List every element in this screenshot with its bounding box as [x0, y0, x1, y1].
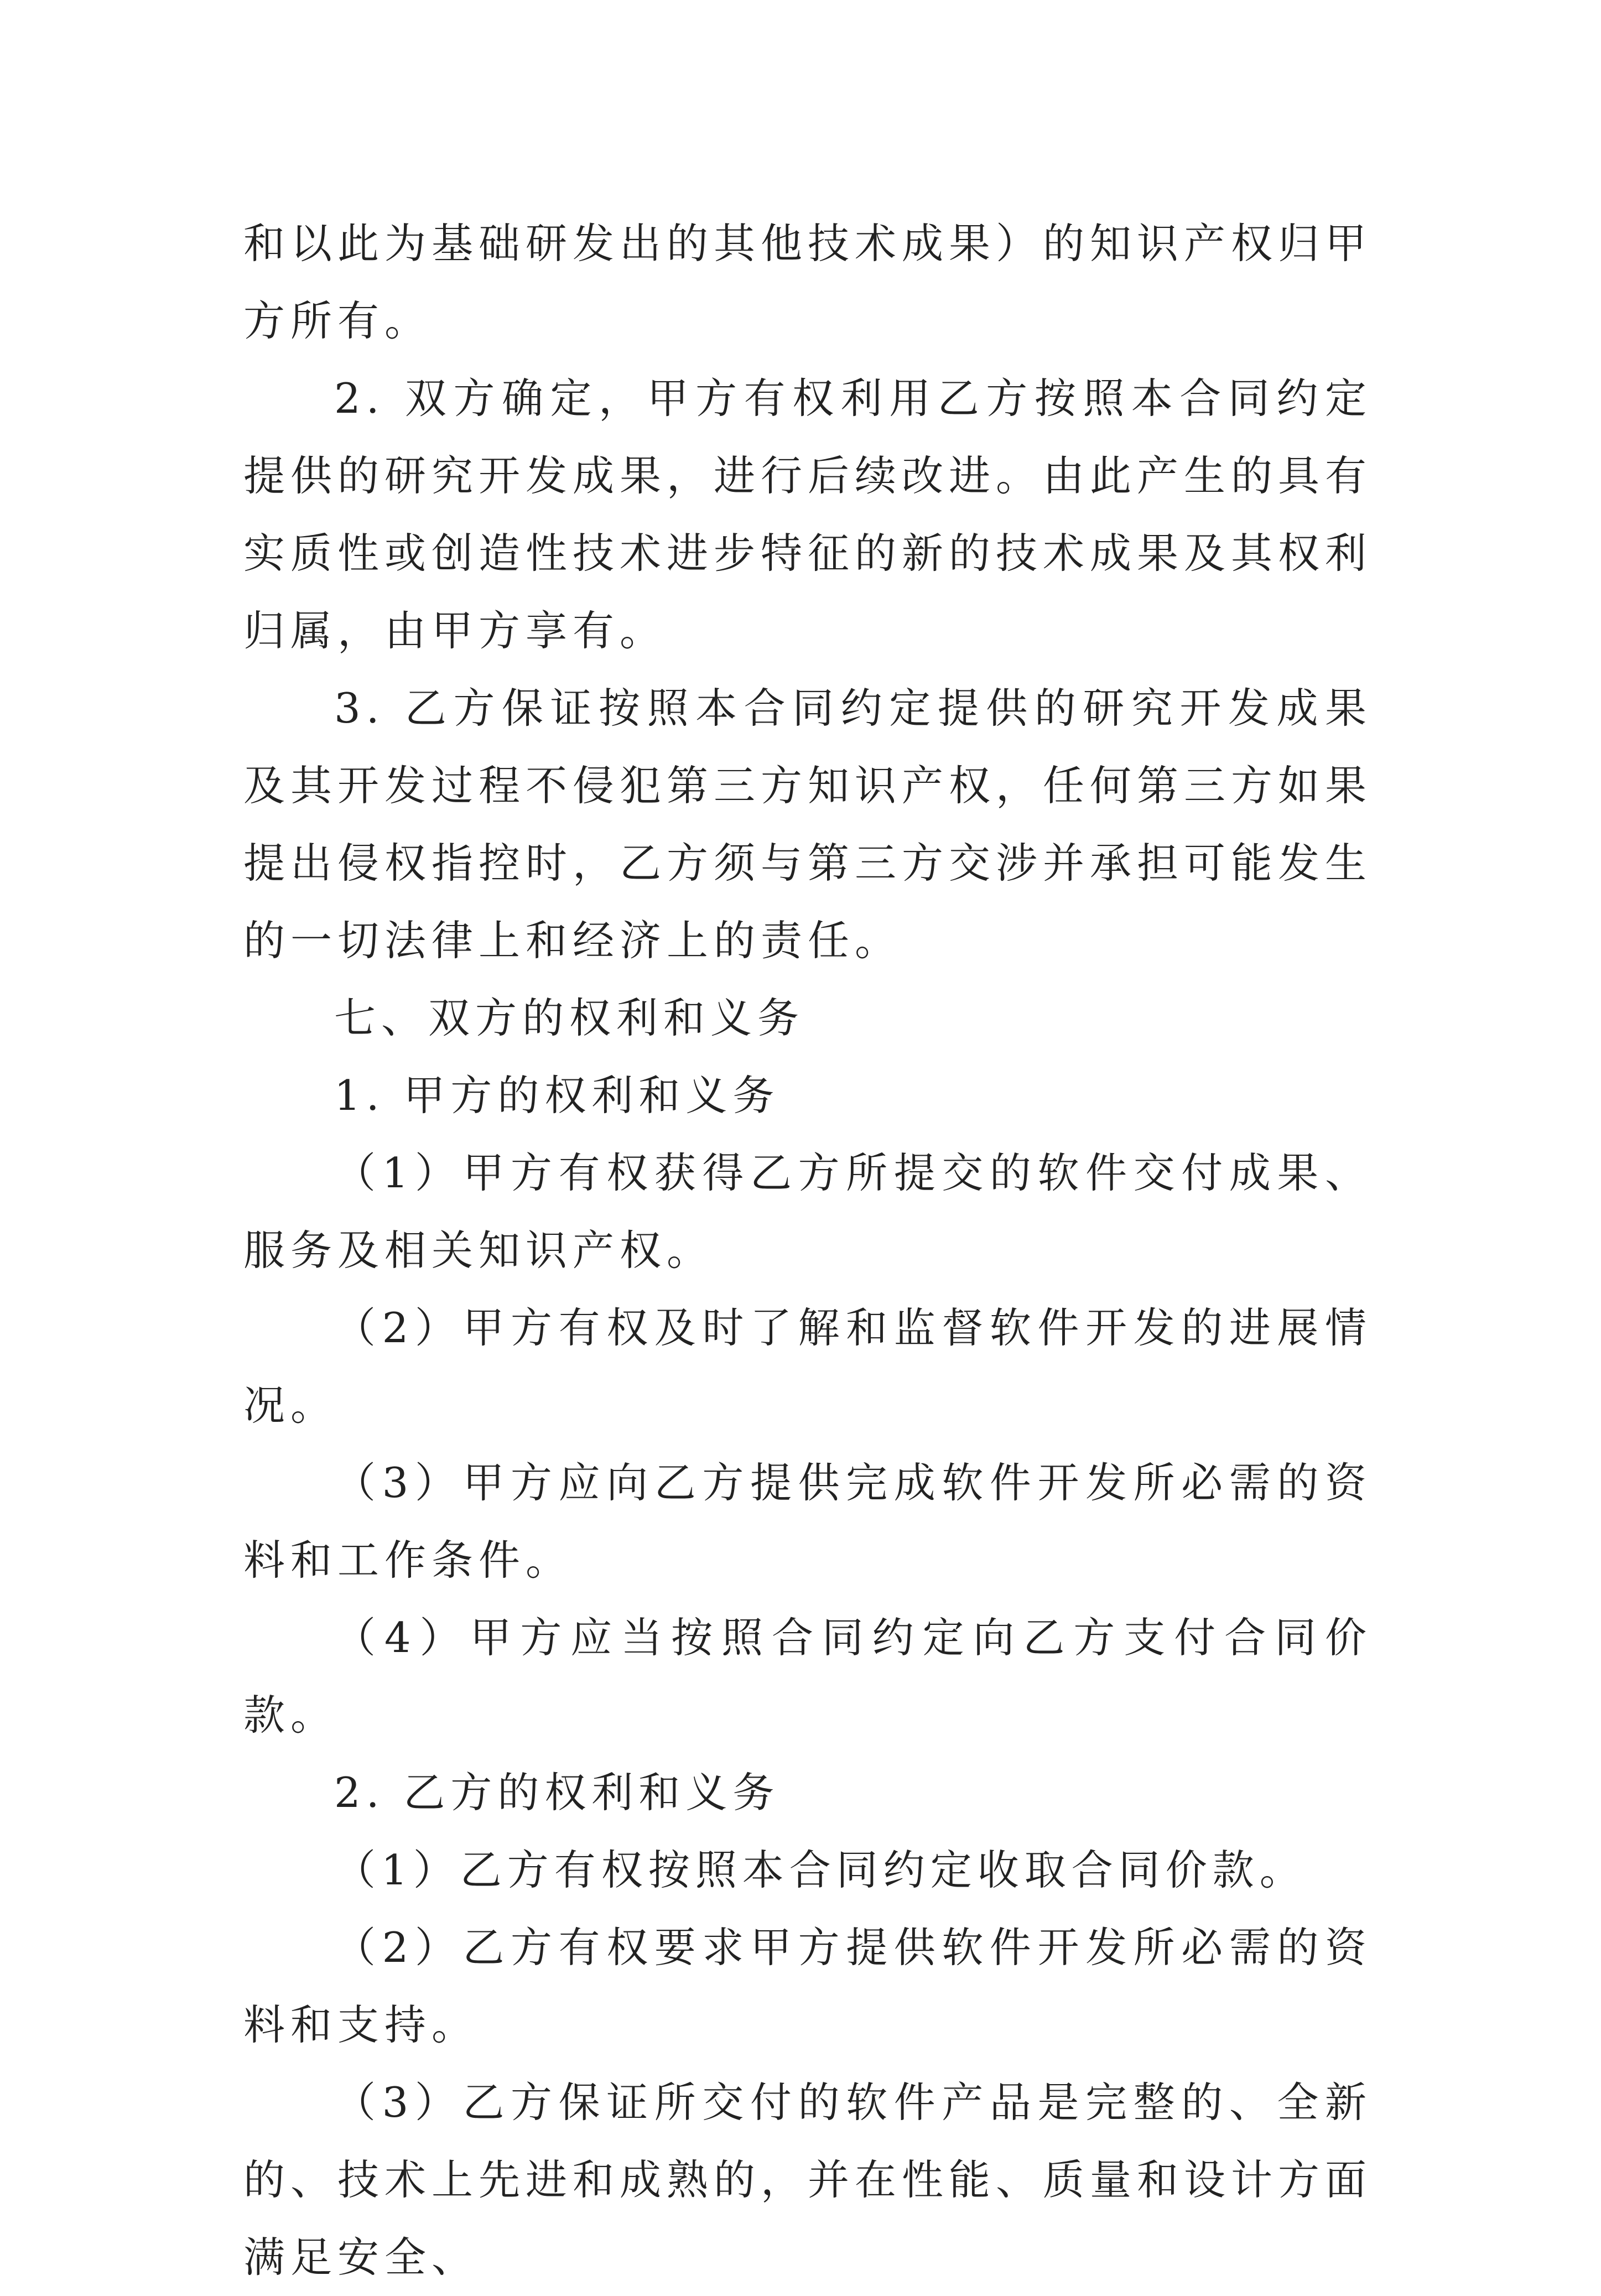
paragraph-party-b-item-3: （3）乙方保证所交付的软件产品是完整的、全新的、技术上先进和成熟的，并在性能、质量和设计方面满足安全、 — [243, 2078, 1373, 2282]
paragraph-party-b-item-1: （1）乙方有权按照本合同约定收取合同价款。 — [334, 1846, 1307, 1894]
subheading-party-b: 2. 乙方的权利和义务 — [334, 1768, 780, 1817]
document-body — [243, 205, 1372, 2296]
paragraph-party-a-item-1: （1）甲方有权获得乙方所提交的软件交付成果、服务及相关知识产权。 — [243, 1149, 1372, 1275]
section-heading-rights-obligations: 七、双方的权利和义务 — [334, 994, 805, 1042]
paragraph-clause-2: 2. 双方确定，甲方有权利用乙方按照本合同约定提供的研究开发成果，进行后续改进。由此产生的具有实质性或创造性技术进步特征的新的技术成果及其权利归属，由甲方享有。 — [243, 374, 1373, 655]
paragraph-ip-ownership-continued: 和以此为基础研发出的其他技术成果）的知识产权归甲方所有。 — [243, 219, 1373, 345]
paragraph-party-a-item-4: （4）甲方应当按照合同约定向乙方支付合同价款。 — [243, 1613, 1372, 1739]
paragraph-party-a-item-3: （3）甲方应向乙方提供完成软件开发所必需的资料和工作条件。 — [243, 1458, 1372, 1585]
paragraph-party-a-item-2: （2）甲方有权及时了解和监督软件开发的进展情况。 — [243, 1303, 1372, 1430]
subheading-party-a: 1. 甲方的权利和义务 — [334, 1071, 780, 1120]
paragraph-party-b-item-2: （2）乙方有权要求甲方提供软件开发所必需的资料和支持。 — [243, 1923, 1372, 2049]
paragraph-clause-3: 3. 乙方保证按照本合同约定提供的研究开发成果及其开发过程不侵犯第三方知识产权，任何第三方如果提出侵权指控时，乙方须与第三方交涉并承担可能发生的一切法律上和经济上的责任。 — [243, 684, 1373, 965]
